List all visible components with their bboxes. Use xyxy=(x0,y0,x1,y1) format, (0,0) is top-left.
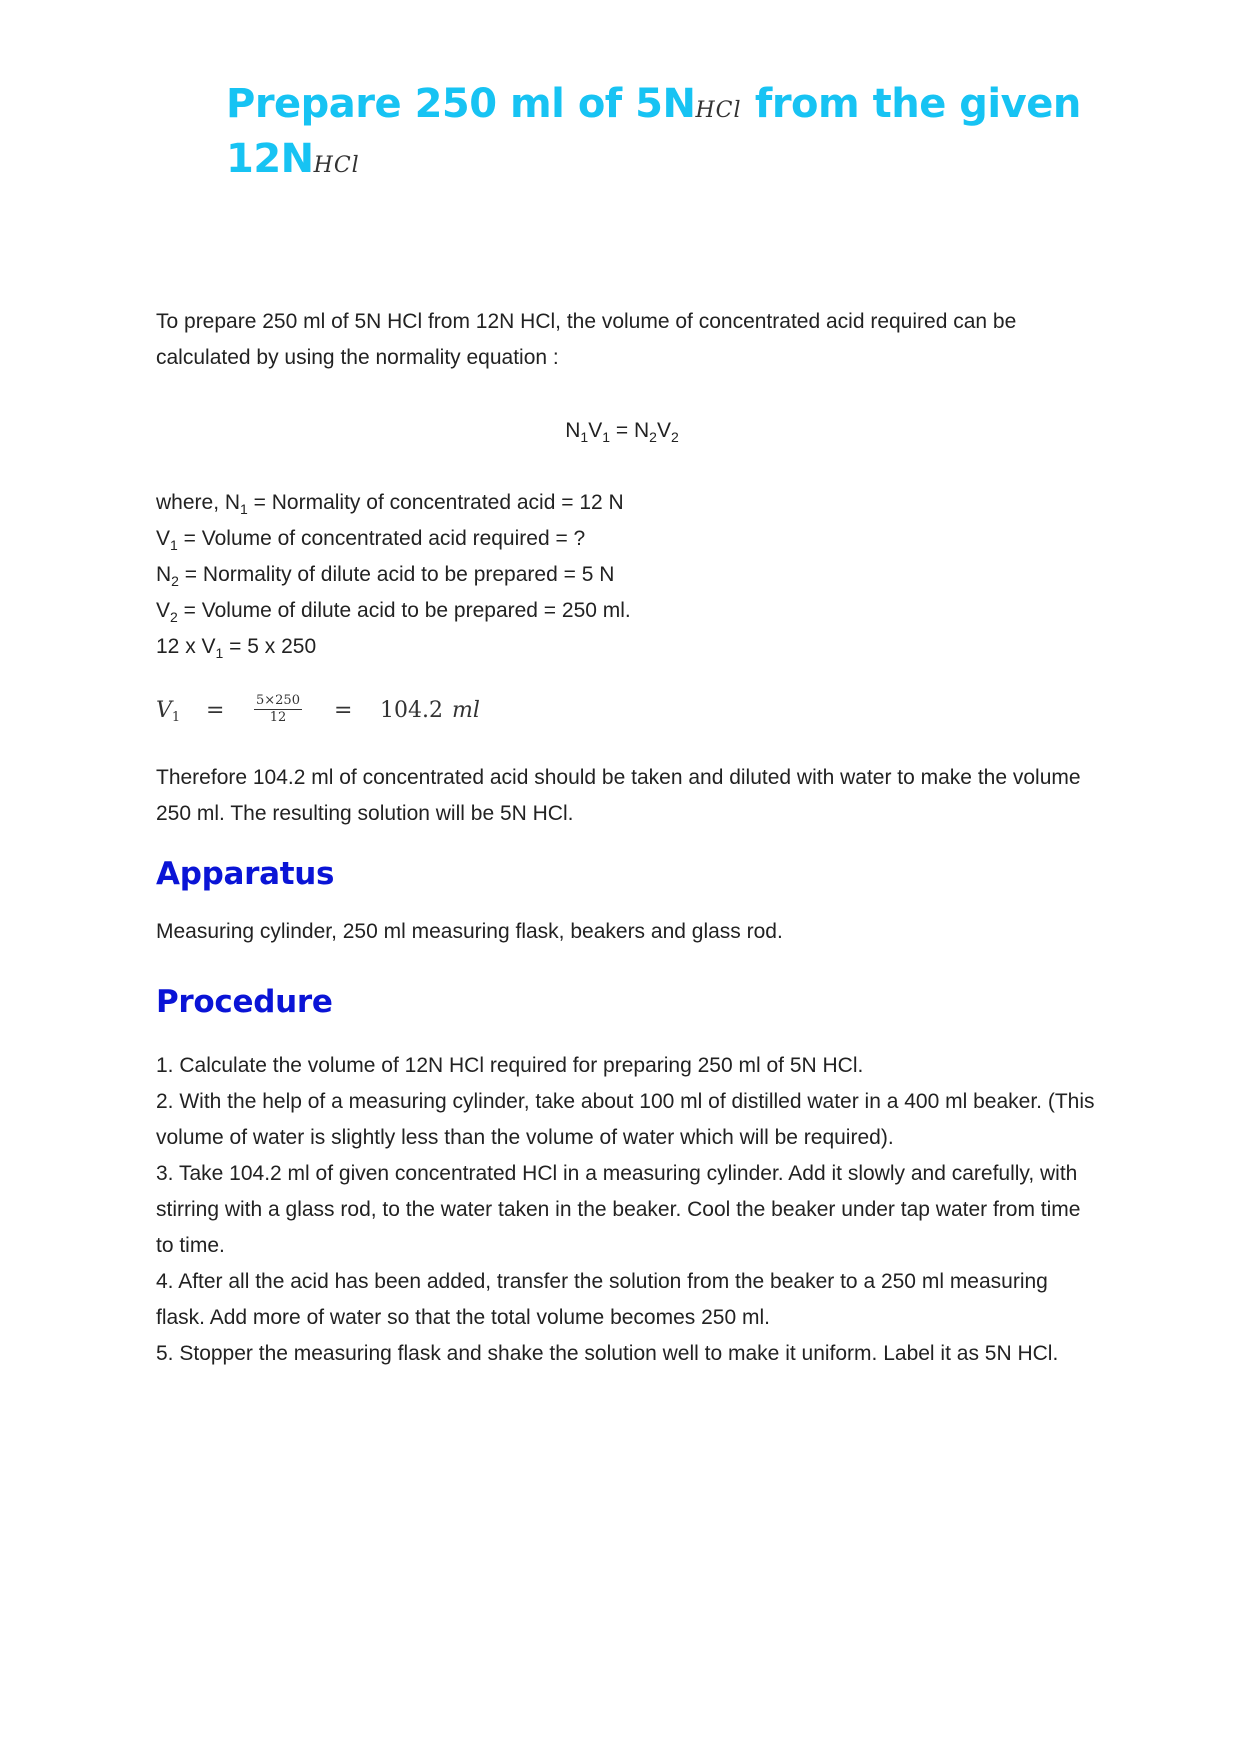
fraction-numerator: 5×250 xyxy=(254,694,302,710)
procedure-step: 5. Stopper the measuring flask and shake the solution well to make it uniform. Label it as 5N HCl. xyxy=(156,1342,1059,1365)
procedure-step: 2. With the help of a measuring cylinder, take about 100 ml of distilled water in a 400 ml beaker. (This volume of water is slightly less than the volume of water which will be required). xyxy=(156,1090,1095,1149)
math-equals: = xyxy=(206,698,225,723)
apparatus-heading: Apparatus xyxy=(156,856,335,892)
procedure-steps xyxy=(156,1048,1096,1372)
math-fraction xyxy=(254,694,302,725)
apparatus-text: Measuring cylinder, 250 ml measuring flask, beakers and glass rod. xyxy=(156,920,783,943)
variable-definitions xyxy=(156,485,1096,665)
definition-line: $V_1$ = Volume of concentrated acid required = ? xyxy=(156,527,586,553)
definition-line: $N_2$ = Normality of dilute acid to be prepared = 5 N xyxy=(156,563,615,589)
procedure-heading: Procedure xyxy=(156,984,333,1020)
procedure-step: 1. Calculate the volume of 12N HCl required for preparing 250 ml of 5N HCl. xyxy=(156,1054,864,1077)
math-variable: $V_1$ xyxy=(156,698,181,725)
math-unit: ml xyxy=(452,698,480,723)
intro-paragraph: To prepare 250 ml of 5N HCl from 12N HCl, the volume of concentrated acid required can be calculated by using the normality equation : xyxy=(156,310,1017,369)
title-formula-sub: HCl xyxy=(695,98,742,123)
fraction-denominator: 12 xyxy=(269,710,287,725)
procedure-step: 4. After all the acid has been added, transfer the solution from the beaker to a 250 ml measuring flask. Add more of water so that the total volume becomes 250 ml. xyxy=(156,1270,1048,1329)
title-line-1: Prepare 250 ml of 5NHCl from the given xyxy=(226,81,1081,127)
page-title xyxy=(226,80,1106,190)
definition-line: $V_2$ = Volume of dilute acid to be prepared = 250 ml. xyxy=(156,599,631,625)
procedure-step: 3. Take 104.2 ml of given concentrated HCl in a measuring cylinder. Add it slowly and carefully, with stirring with a glass rod, to the water taken in the beaker. Cool the beaker under tap water from time to time. xyxy=(156,1162,1081,1257)
normality-equation: $N_1V_1 = N_2V_2$ xyxy=(565,419,679,445)
definition-line: where, $N_1$ = Normality of concentrated acid = 12 N xyxy=(156,491,624,517)
math-result: 104.2 xyxy=(380,698,443,723)
title-formula-sub: HCl xyxy=(313,153,360,178)
conclusion-paragraph: Therefore 104.2 ml of concentrated acid should be taken and diluted with water to make the volume 250 ml. The resulting solution will be 5N HCl. xyxy=(156,766,1081,825)
definition-line: 12 x $V_1 = 5$ x 250 xyxy=(156,635,317,661)
title-line-2: 12NHCl xyxy=(226,136,360,182)
math-equals: = xyxy=(334,698,353,723)
